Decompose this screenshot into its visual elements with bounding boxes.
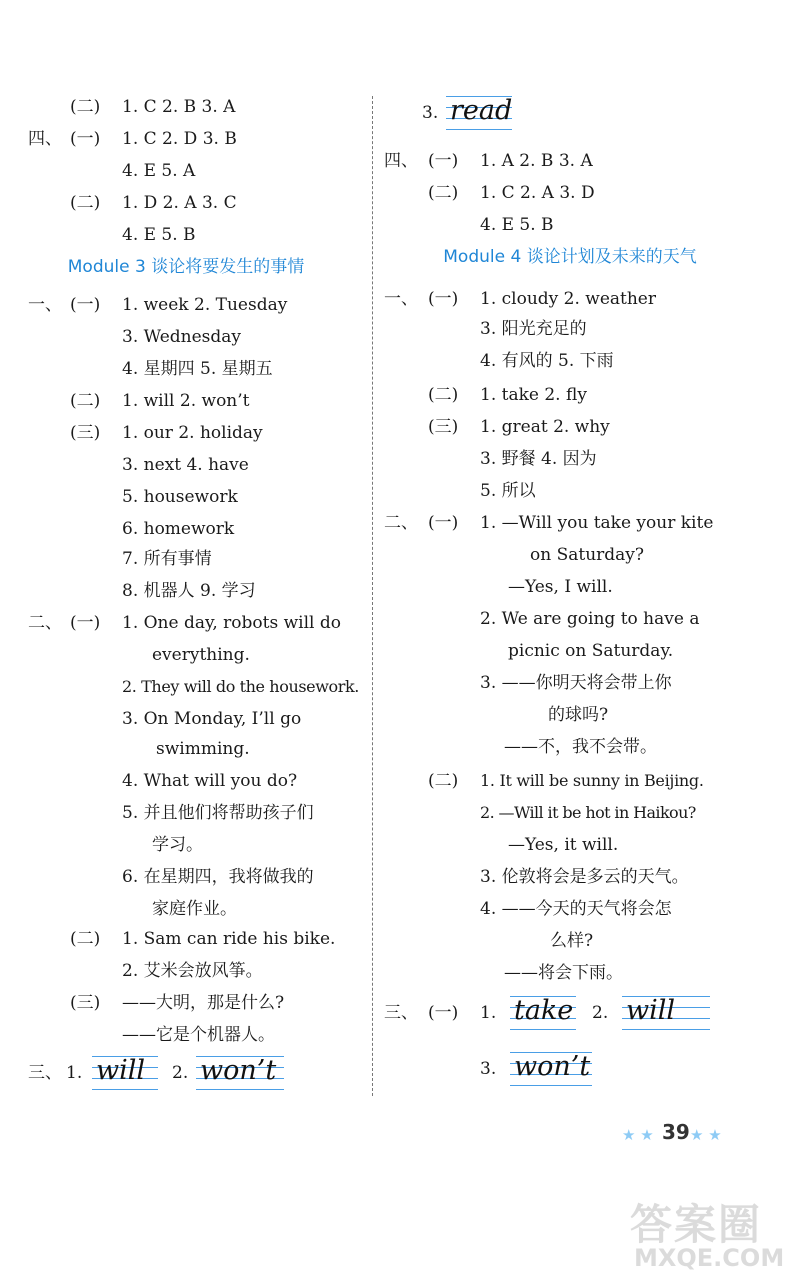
answer-line	[0, 354, 372, 384]
sub-marker: (二)	[428, 771, 459, 791]
answer-text: 3. 野餐 4. 因为	[480, 449, 597, 469]
answer-text: 学习。	[152, 835, 203, 855]
column-divider	[372, 96, 373, 1096]
answer-text: 2. They will do the housework.	[122, 677, 359, 696]
star-icon: ★ ★	[690, 1126, 722, 1144]
answer-line	[0, 830, 372, 860]
answer-line	[0, 894, 372, 924]
module-heading: Module 4 谈论计划及未来的天气	[443, 247, 697, 267]
answer-text: ——大明，那是什么?	[122, 993, 285, 1013]
answer-text: 1. cloudy 2. weather	[480, 289, 656, 309]
answer-text: 家庭作业。	[152, 899, 237, 919]
sub-marker: (一)	[428, 289, 459, 309]
sub-marker: (二)	[428, 385, 459, 405]
answer-text: 5. 并且他们将帮助孩子们	[122, 803, 314, 823]
answer-line	[0, 956, 372, 986]
answer-line	[0, 924, 372, 954]
answer-line	[380, 178, 810, 208]
answer-line	[0, 124, 372, 154]
answer-line	[0, 482, 372, 512]
answer-text: 3. Wednesday	[122, 327, 242, 347]
answer-text: 3.	[480, 1059, 497, 1079]
answer-text: 2.	[172, 1063, 189, 1083]
answer-text: 3. On Monday, I’ll go	[122, 709, 302, 729]
handwritten-word: read	[446, 94, 512, 132]
answer-line	[380, 894, 810, 924]
section-number: 四、	[384, 151, 418, 171]
section-number: 三、	[384, 1003, 418, 1023]
sub-marker: (二)	[70, 391, 101, 411]
answer-line	[380, 508, 810, 538]
answer-line	[0, 544, 372, 574]
handwritten-word: will	[92, 1054, 158, 1092]
answer-text: 1.	[480, 1003, 497, 1023]
answer-text: ——它是个机器人。	[122, 1025, 275, 1045]
answer-text: 1. D 2. A 3. C	[122, 193, 237, 213]
answer-line	[0, 704, 372, 734]
answer-text: 4. 星期四 5. 星期五	[122, 359, 273, 379]
answer-line	[380, 830, 810, 860]
answer-text: 1. week 2. Tuesday	[122, 295, 288, 315]
handwritten-word: won’t	[196, 1054, 284, 1092]
answer-text: 3.	[422, 103, 439, 123]
answer-text: 1. Sam can ride his bike.	[122, 929, 336, 949]
answer-line	[0, 418, 372, 448]
answer-text: 3. next 4. have	[122, 455, 249, 475]
answer-text: 4. E 5. B	[122, 225, 196, 245]
answer-line	[0, 514, 372, 544]
sub-marker: (一)	[428, 151, 459, 171]
module-heading: Module 3 谈论将要发生的事情	[67, 257, 305, 277]
answer-text: 4. E 5. B	[480, 215, 554, 235]
answer-line	[0, 386, 372, 416]
answer-text: 5. 所以	[480, 481, 536, 501]
answer-line	[0, 1020, 372, 1050]
answer-text: ——将会下雨。	[504, 963, 623, 983]
answer-line	[0, 608, 372, 638]
answer-line	[0, 672, 372, 702]
answer-line	[380, 1054, 810, 1084]
answer-line	[0, 798, 372, 828]
sub-marker: (二)	[70, 929, 101, 949]
answer-line	[380, 862, 810, 892]
watermark-text: 答案圈	[630, 1200, 763, 1249]
answer-line	[0, 640, 372, 670]
answer-line	[0, 862, 372, 892]
answer-text: 4. E 5. A	[122, 161, 196, 181]
answer-line	[380, 798, 810, 828]
answer-text: —Yes, I will.	[508, 577, 613, 597]
answer-line	[380, 958, 810, 988]
answer-line	[0, 988, 372, 1018]
answer-line	[380, 540, 810, 570]
sub-marker: (一)	[70, 295, 101, 315]
answer-line	[0, 92, 372, 122]
answer-line	[380, 412, 810, 442]
watermark-url: MXQE.COM	[634, 1244, 785, 1272]
answer-line	[380, 604, 810, 634]
answer-line	[0, 188, 372, 218]
answer-text: 1. It will be sunny in Beijing.	[480, 771, 704, 790]
answer-text: 2. We are going to have a	[480, 609, 700, 629]
sub-marker: (一)	[70, 613, 101, 633]
answer-text: 1. our 2. holiday	[122, 423, 263, 443]
answer-line	[0, 290, 372, 320]
answer-line	[380, 210, 810, 240]
answer-text: 7. 所有事情	[122, 549, 212, 569]
sub-marker: (一)	[428, 1003, 459, 1023]
sub-marker: (二)	[70, 193, 101, 213]
answer-text: 的球吗?	[548, 705, 609, 725]
answer-line	[380, 998, 810, 1028]
answer-text: 1. One day, robots will do	[122, 613, 341, 633]
sub-marker: (二)	[70, 97, 101, 117]
answer-text: 1. great 2. why	[480, 417, 610, 437]
handwritten-word: won’t	[510, 1050, 592, 1088]
answer-line	[380, 346, 810, 376]
answer-text: 2.	[592, 1003, 609, 1023]
answer-line	[380, 732, 810, 762]
answer-line	[0, 734, 372, 764]
answer-text: —Yes, it will.	[508, 835, 619, 855]
answer-line	[0, 1058, 372, 1088]
answer-text: 3. 伦敦将会是多云的天气。	[480, 867, 689, 887]
answer-line	[380, 766, 810, 796]
section-number: 二、	[28, 613, 62, 633]
handwritten-word: take	[510, 994, 576, 1032]
answer-text: on Saturday?	[530, 545, 645, 565]
sub-marker: (一)	[428, 513, 459, 533]
section-number: 一、	[28, 295, 62, 315]
sub-marker: (三)	[70, 993, 101, 1013]
answer-text: 3. ——你明天将会带上你	[480, 673, 672, 693]
section-number: 四、	[28, 129, 62, 149]
answer-text: picnic on Saturday.	[508, 641, 674, 661]
answer-line	[380, 98, 810, 128]
answer-text: 1. C 2. A 3. D	[480, 183, 595, 203]
answer-text: 4. What will you do?	[122, 771, 298, 791]
answer-text: 1.	[66, 1063, 83, 1083]
sub-marker: (三)	[428, 417, 459, 437]
section-number: 三、	[28, 1063, 62, 1083]
answer-line	[380, 444, 810, 474]
page-footer	[622, 1120, 732, 1150]
page-number: 39	[662, 1120, 690, 1144]
answer-line	[380, 926, 810, 956]
answer-text: everything.	[152, 645, 250, 665]
answer-line	[380, 146, 810, 176]
section-number: 一、	[384, 289, 418, 309]
section-number: 二、	[384, 513, 418, 533]
answer-text: 1. C 2. B 3. A	[122, 97, 236, 117]
answer-line	[380, 572, 810, 602]
answer-text: 1. A 2. B 3. A	[480, 151, 593, 171]
handwritten-word: will	[622, 994, 710, 1032]
answer-text: 2. —Will it be hot in Haikou?	[480, 803, 696, 822]
answer-text: 1. will 2. won’t	[122, 391, 250, 411]
answer-line	[380, 636, 810, 666]
answer-line	[0, 450, 372, 480]
answer-text: 8. 机器人 9. 学习	[122, 581, 256, 601]
answer-line	[380, 284, 810, 314]
answer-text: 4. ——今天的天气将会怎	[480, 899, 672, 919]
answer-text: 6. 在星期四，我将做我的	[122, 867, 314, 887]
answer-text: 1. take 2. fly	[480, 385, 587, 405]
answer-text: swimming.	[156, 739, 250, 759]
answer-text: 3. 阳光充足的	[480, 319, 587, 339]
answer-text: 1. C 2. D 3. B	[122, 129, 237, 149]
answer-line	[380, 314, 810, 344]
answer-text: 1. —Will you take your kite	[480, 513, 714, 533]
answer-line	[0, 576, 372, 606]
answer-line	[380, 668, 810, 698]
answer-text: 2. 艾米会放风筝。	[122, 961, 263, 981]
answer-text: ——不，我不会带。	[504, 737, 657, 757]
answer-line	[380, 380, 810, 410]
answer-line	[380, 476, 810, 506]
sub-marker: (三)	[70, 423, 101, 443]
sub-marker: (一)	[70, 129, 101, 149]
watermark-logo	[620, 1192, 805, 1277]
answer-line	[0, 156, 372, 186]
answer-text: 6. homework	[122, 519, 235, 539]
answer-line	[0, 766, 372, 796]
answer-line	[0, 220, 372, 250]
answer-text: 5. housework	[122, 487, 238, 507]
answer-line	[0, 322, 372, 352]
answer-text: 么样?	[550, 931, 594, 951]
sub-marker: (二)	[428, 183, 459, 203]
star-icon: ★ ★	[622, 1126, 654, 1144]
answer-text: 4. 有风的 5. 下雨	[480, 351, 614, 371]
answer-line	[380, 700, 810, 730]
